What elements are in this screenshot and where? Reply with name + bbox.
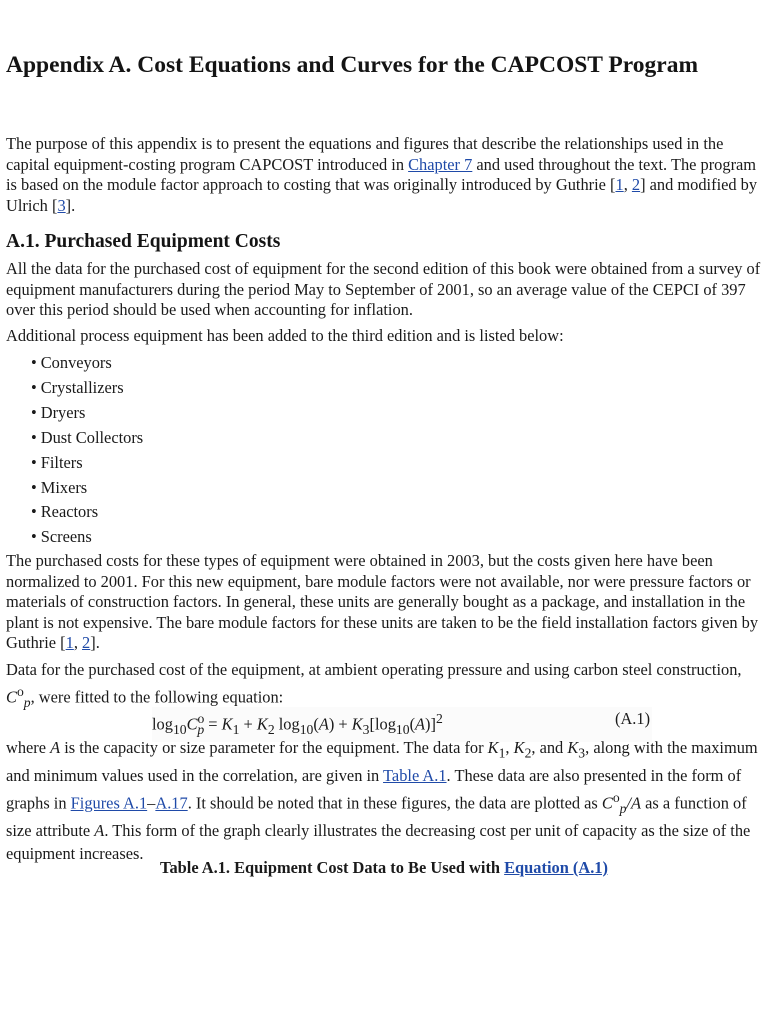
list-item: • Crystallizers [31,376,143,401]
table-a1-link[interactable]: Table A.1 [383,765,447,785]
figures-a1-link[interactable]: Figures A.1 [70,793,148,813]
ref-1-link[interactable]: 1 [615,175,624,195]
ref-2-link[interactable]: 2 [631,175,641,195]
chapter-7-link[interactable]: Chapter 7 [408,154,473,174]
paragraph-survey: All the data for the purchased cost of equipment for the second edition of this book were obtained from a survey of equipment manufacturers during the period May to September of 2001, so an average value of the CEPCI of 397 over this period should be used when accounting for inflation. [6,259,761,320]
figure-a17-link[interactable]: A.17 [155,793,188,813]
list-item: • Conveyors [31,351,143,376]
intro-paragraph: The purpose of this appendix is to present the equations and figures that describe the relationships used in the capital equipment-costing program CAPCOST introduced in Chapter 7 and used throughout the text. The program is based on the module factor approach to costing that was originally introduced by Guthrie [1, 2] and modified by Ulrich [3]. [6,134,758,215]
paragraph-additional: Additional process equipment has been added to the third edition and is listed below: [6,326,564,345]
equation-a1: $\log_{10}C^o_p = K_1 + K_2$ $\log_{10}(A) + K_3[\log_{10}(A)]^2$ [152,707,652,742]
section-heading-a1: A.1. Purchased Equipment Costs [6,231,281,252]
equation-a1-link[interactable]: Equation (A.1) [504,858,608,877]
paragraph-data-fit: Data for the purchased cost of the equipment, at ambient operating pressure and using carbon steel construction, $C^o_p$, were fitted to the following equation: [6,660,742,710]
table-caption: Table A.1. Equipment Cost Data to Be Used with Equation (A.1) [160,858,608,877]
page-title: Appendix A. Cost Equations and Curves for the CAPCOST Program [6,52,699,78]
ref-1-link[interactable]: 1 [65,633,74,653]
list-item: • Dryers [31,401,143,426]
ref-3-link[interactable]: 3 [57,195,66,215]
list-item: • Reactors [31,500,143,525]
list-item: • Screens [31,525,143,550]
list-item: • Dust Collectors [31,426,143,451]
equipment-list [31,351,143,550]
list-item: • Mixers [31,476,143,501]
paragraph-capacity: where A is the capacity or size parameter for the equipment. The data for $K_1$, $K_2$, and $K_3$, along with the maximum and minimum values used in the correlation, are given in Table A.1. These data are also presented in the form of graphs in Figures A.1–A.17. It should be noted that in these figures, the data are plotted as $C^o_p/A$ as a function of size attribute A. This form of the graph clearly illustrates the decreasing cost per unit of capacity as the size of the equipment increases. [6,738,758,863]
list-item: • Filters [31,451,143,476]
paragraph-purchased-costs: The purchased costs for these types of equipment were obtained in 2003, but the costs given here have been normalized to 2001. For this new equipment, bare module factors were not available, nor were pressure factors or materials of construction factors. In general, these units are generally bought as a package, and installation in the plant is not expensive. The bare module factors for these units are taken to be the field installation factors given by Guthrie [1, 2]. [6,551,759,653]
ref-2-link[interactable]: 2 [82,633,91,653]
equation-number: (A.1) [615,709,651,728]
